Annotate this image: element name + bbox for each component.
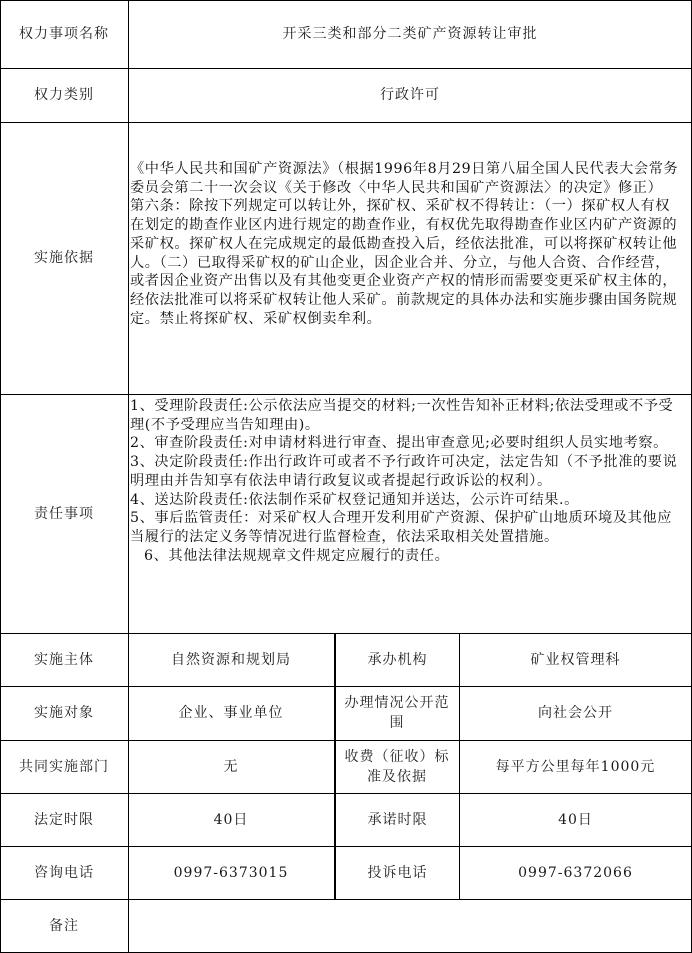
responsibility-item: 6、其他法律法规规章文件规定应履行的责任。 [144, 547, 450, 564]
complaint-phone-value: 0997-6372066 [518, 864, 633, 881]
responsibility-item: 1、受理阶段责任:公示依法应当提交的材料;一次性告知补正材料;依法受理或不予受理(不予受理应当告知理由)。 [130, 398, 674, 433]
item-name-value: 开采三类和部分二类矿产资源转让审批 [282, 26, 538, 42]
inquiry-phone-value: 0997-6373015 [173, 864, 289, 881]
basis-text [130, 160, 682, 328]
category-value: 行政许可 [380, 87, 440, 103]
complaint-phone-label: 投诉电话 [367, 864, 428, 881]
fee-standard-value: 每平方公里每年1000元 [495, 758, 656, 775]
promised-limit-value: 40日 [558, 811, 593, 828]
joint-departments-value: 无 [223, 758, 239, 775]
responsibility-item: 3、决定阶段责任:作出行政许可或者不予行政许可决定，法定告知（不予批准的要说明理由并告知享有依法申请行政复议或者提起行政诉讼的权利）。 [130, 454, 678, 489]
basis-label: 实施依据 [34, 250, 94, 266]
disclosure-scope-label: 办理情况公开范围 [344, 695, 450, 731]
remarks-value [128, 899, 692, 952]
implementing-body-label: 实施主体 [34, 651, 94, 668]
fee-standard-label: 收费（征收）标准及依据 [344, 748, 450, 785]
statutory-limit-value: 40日 [213, 811, 249, 828]
implementing-body-value: 自然资源和规划局 [171, 651, 291, 668]
joint-departments-label: 共同实施部门 [19, 758, 109, 775]
basis-paragraph: 《中华人民共和国矿产资源法》（根据1996年8月29日第八届全国人民代表大会常务委员会第二十一次会议《关于修改〈中华人民共和国矿产资源法〉的决定》修正） 第六条：除按下列规定可以转让外，探矿权、采矿权不得转让：（一）探矿权人有权在划定的勘查作业区内进行规定的勘查作业，有权优先取得勘查作业区内矿产资源的采矿权。探矿权人在完成规定的最低勘查投入后，经依法批准，可以将探矿权转让他人。（二）已取得采矿权的矿山企业，因企业合并、分立，与他人合资、合作经营，或者因企业资产出售以及有其他变更企业资产产权的情形而需要变更采矿权主体的，经依法批准可以将采矿权转让他人采矿。前款规定的具体办法和实施步骤由国务院规定。禁止将探矿权、采矿权倒卖牟利。 [130, 161, 679, 327]
promised-limit-label: 承诺时限 [367, 811, 428, 828]
item-name-label: 权力事项名称 [19, 26, 109, 42]
handling-agency-value: 矿业权管理科 [530, 651, 621, 668]
responsibility-item: 5、事后监管责任：对采矿权人合理开发利用矿产资源、保护矿山地质环境及其他应当履行的法定义务等情况进行监督检查，依法采取相关处置措施。 [130, 510, 672, 545]
category-label: 权力类别 [34, 87, 94, 103]
responsibilities-label: 责任事项 [34, 505, 94, 522]
handling-agency-label: 承办机构 [367, 651, 428, 668]
responsibility-item: 2、审查阶段责任:对申请材料进行审查、提出审查意见;必要时组织人员实地考察。 [130, 435, 668, 452]
statutory-limit-label: 法定时限 [34, 811, 94, 828]
target-value: 企业、事业单位 [178, 705, 284, 721]
target-label: 实施对象 [34, 705, 94, 721]
remarks-label: 备注 [49, 917, 79, 934]
responsibilities-list [130, 397, 682, 565]
responsibility-item: 4、送达阶段责任:依法制作采矿权登记通知并送达，公示许可结果.。 [130, 491, 579, 508]
disclosure-scope-value: 向社会公开 [538, 705, 613, 721]
inquiry-phone-label: 咨询电话 [34, 864, 94, 881]
